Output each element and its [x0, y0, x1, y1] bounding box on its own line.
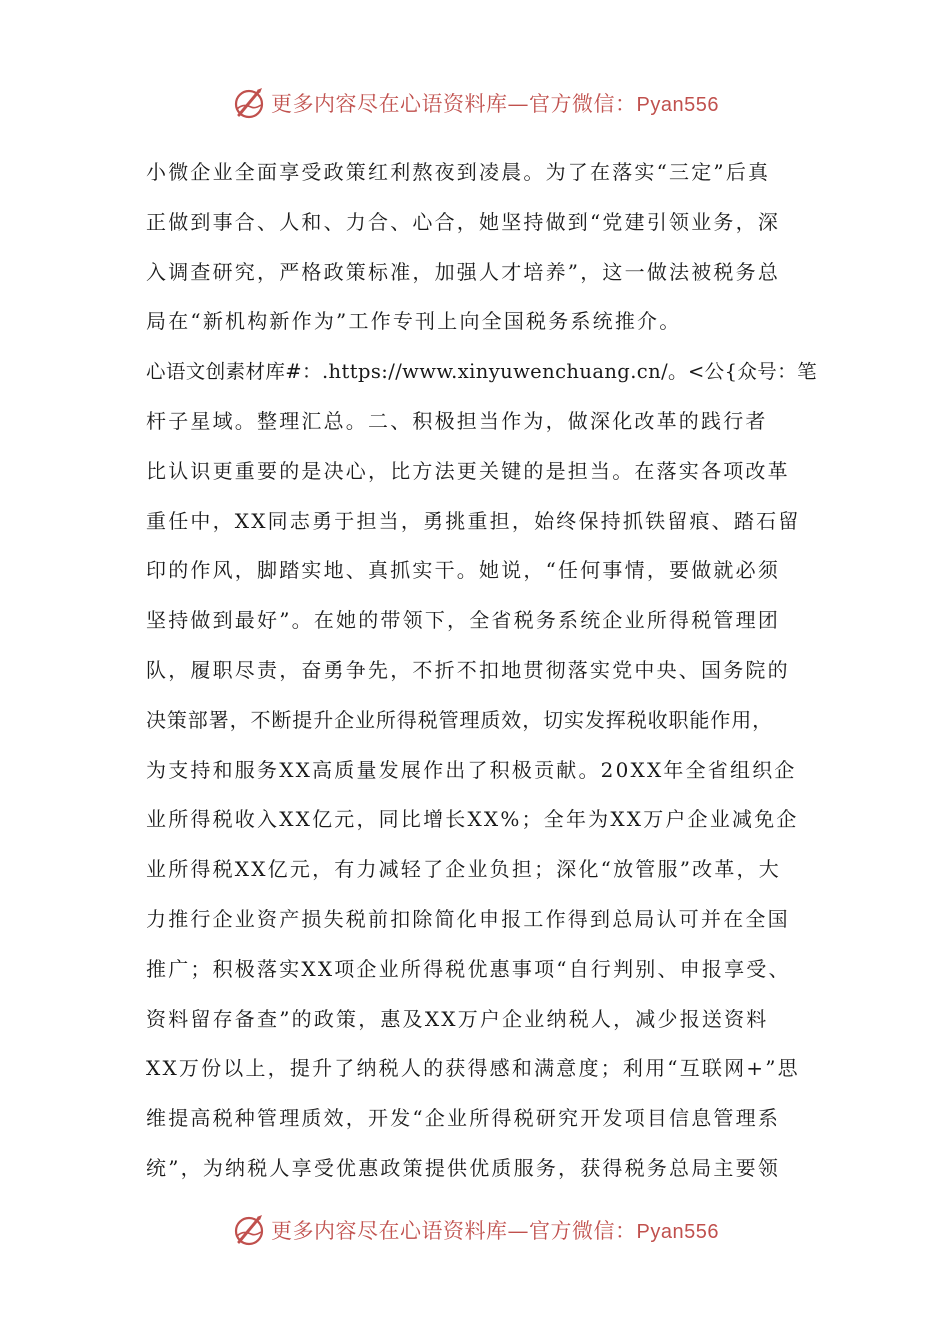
body-line-8: 重任中，XX同志勇于担当，勇挑重担，始终保持抓铁留痕、踏石留 [146, 508, 801, 533]
body-line-5: 心语文创素材库#：.https://www.xinyuwenchuang.cn/。<公{众号：笔 [146, 360, 817, 384]
body-line-9: 印的作风，脚踏实地、真抓实干。她说，“任何事情，要做就必须 [146, 558, 781, 583]
body-line-4: 局在“新机构新作为”工作专刊上向全国税务系统推介。 [146, 309, 682, 334]
body-line-19: XX万份以上，提升了纳税人的获得感和满意度；利用“互联网+”思 [146, 1056, 800, 1081]
body-line-7: 比认识更重要的是决心，比方法更关键的是担当。在落实各项改革 [146, 458, 790, 483]
body-line-14: 业所得税收入XX亿元，同比增长XX%；全年为XX万户企业减免企 [146, 807, 799, 832]
pen-logo-icon [231, 85, 267, 121]
document-body [146, 148, 816, 1194]
header-banner-text: 更多内容尽在心语资料库—官方微信：Pyan556 [271, 92, 719, 116]
pen-logo-icon [231, 1212, 267, 1248]
body-line-21: 统”，为纳税人享受优惠政策提供优质服务，获得税务总局主要领 [146, 1155, 781, 1180]
body-line-17: 推广；积极落实XX项企业所得税优惠事项“自行判别、申报享受、 [146, 956, 791, 981]
header-banner [0, 81, 950, 125]
footer-banner-text: 更多内容尽在心语资料库—官方微信：Pyan556 [271, 1219, 719, 1243]
body-line-15: 业所得税XX亿元，有力减轻了企业负担；深化“放管服”改革，大 [146, 857, 781, 882]
body-line-1: 小微企业全面享受政策红利熬夜到凌晨。为了在落实“三定”后真 [146, 160, 771, 184]
body-line-6: 杆子星域。整理汇总。二、积极担当作为，做深化改革的践行者 [146, 408, 768, 433]
body-line-2: 正做到事合、人和、力合、心合，她坚持做到“党建引领业务，深 [146, 209, 781, 234]
footer-wechat-id: Pyan556 [636, 1221, 719, 1243]
body-line-18: 资料留存备查”的政策，惠及XX万户企业纳税人，减少报送资料 [146, 1006, 769, 1031]
body-line-10: 坚持做到最好”。在她的带领下，全省税务系统企业所得税管理团 [146, 608, 781, 633]
footer-banner [0, 1208, 950, 1252]
body-line-20: 维提高税种管理质效，开发“企业所得税研究开发项目信息管理系 [146, 1106, 781, 1131]
header-wechat-id: Pyan556 [636, 94, 719, 116]
body-line-3: 入调查研究，严格政策标准，加强人才培养”，这一做法被税务总 [146, 259, 781, 284]
body-line-12: 决策部署，不断提升企业所得税管理质效，切实发挥税收职能作用， [146, 707, 773, 732]
body-line-11: 队，履职尽责，奋勇争先，不折不扣地贯彻落实党中央、国务院的 [146, 657, 790, 682]
body-line-16: 力推行企业资产损失税前扣除简化申报工作得到总局认可并在全国 [146, 906, 790, 931]
body-line-13: 为支持和服务XX高质量发展作出了积极贡献。20XX年全省组织企 [146, 757, 797, 782]
